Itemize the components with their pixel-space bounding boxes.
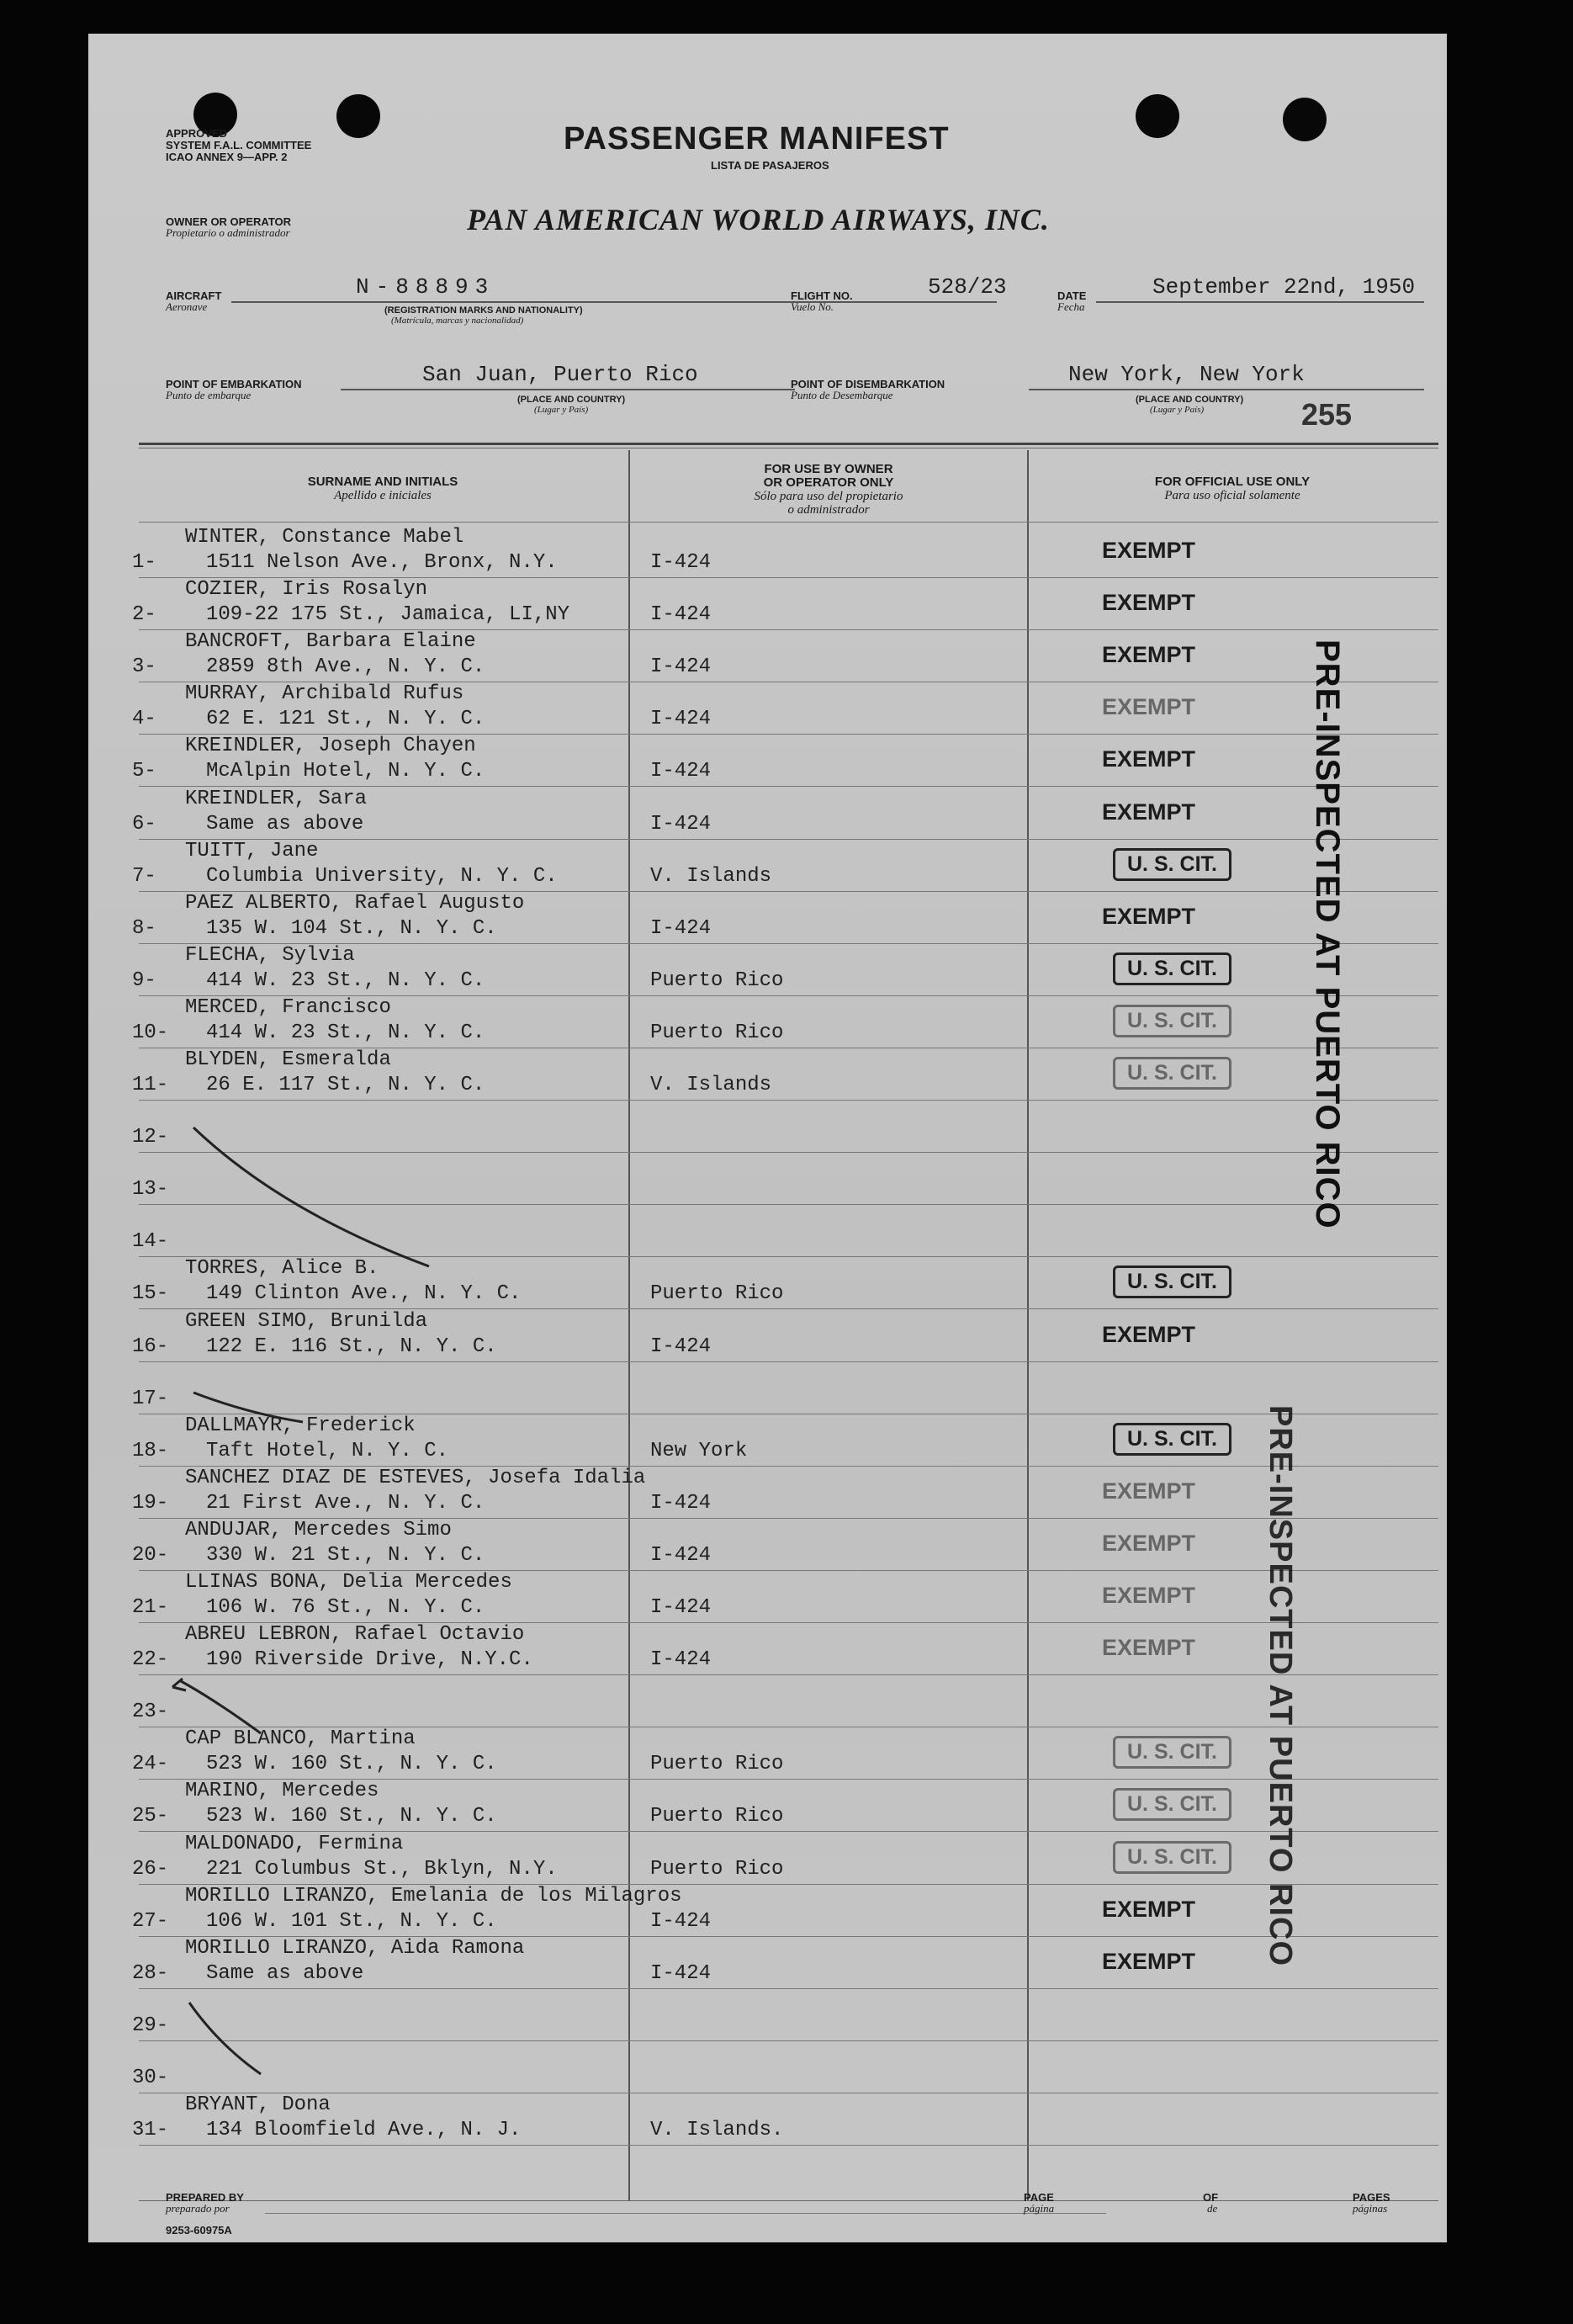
passenger-name: COZIER, Iris Rosalyn [185, 578, 428, 601]
exempt-stamp: EXEMPT [1102, 590, 1196, 615]
us-citizen-stamp: U. S. CIT. [1113, 848, 1231, 881]
passenger-name: KREINDLER, Joseph Chayen [185, 735, 476, 757]
row-number: 27- [132, 1910, 169, 1933]
passenger-name: ANDUJAR, Mercedes Simo [185, 1519, 452, 1541]
col-surname-label-es: Apellido e iniciales [334, 489, 432, 502]
approval-line: APPROVED [166, 127, 227, 140]
pre-inspected-stamp: PRE-INSPECTED AT PUERTO RICO [1263, 1405, 1298, 1967]
us-citizen-stamp: U. S. CIT. [1113, 1265, 1231, 1298]
row-number: 26- [132, 1858, 169, 1881]
us-citizen-stamp: U. S. CIT. [1113, 952, 1231, 985]
passenger-address: Same as above [206, 1962, 364, 1985]
aircraft-label-es: Aeronave [166, 300, 208, 313]
approval-line: ICAO ANNEX 9—APP. 2 [166, 151, 288, 163]
row-number: 17- [132, 1388, 169, 1410]
passenger-address: 62 E. 121 St., N. Y. C. [206, 708, 485, 730]
operator-note: V. Islands. [650, 2119, 784, 2141]
operator-note: I-424 [650, 551, 712, 574]
operator-note: I-424 [650, 1596, 712, 1619]
passenger-name: KREINDLER, Sara [185, 788, 368, 810]
passenger-address: 221 Columbus St., Bklyn, N.Y. [206, 1858, 558, 1881]
col-official-label: FOR OFFICIAL USE ONLY [1154, 475, 1311, 489]
operator-note: Puerto Rico [650, 969, 784, 992]
passenger-name: MORILLO LIRANZO, Aida Ramona [185, 1937, 525, 1960]
passenger-name: BANCROFT, Barbara Elaine [185, 630, 476, 653]
row-number: 3- [132, 655, 156, 678]
exempt-stamp: EXEMPT [1102, 642, 1196, 667]
place-note: (PLACE AND COUNTRY) [517, 395, 626, 405]
place-note-es: (Lugar y País) [534, 405, 589, 415]
row-number: 29- [132, 2014, 169, 2037]
passenger-name: MERCED, Francisco [185, 996, 391, 1019]
passenger-name: LLINAS BONA, Delia Mercedes [185, 1571, 512, 1594]
page-title-es: LISTA DE PASAJEROS [711, 159, 829, 172]
passenger-name: TORRES, Alice B. [185, 1257, 379, 1280]
operator-note: V. Islands [650, 865, 772, 888]
col-operator-label: FOR USE BY OWNER [764, 462, 893, 476]
date-label: DATE [1057, 289, 1087, 302]
row-number: 1- [132, 551, 156, 574]
passenger-name: BRYANT, Dona [185, 2093, 331, 2116]
operator-note: Puerto Rico [650, 1753, 784, 1775]
exempt-stamp: EXEMPT [1102, 1897, 1196, 1922]
exempt-stamp: EXEMPT [1102, 1635, 1196, 1660]
row-number: 10- [132, 1021, 169, 1044]
row-number: 5- [132, 760, 156, 783]
disembarkation-point: New York, New York [1068, 362, 1305, 387]
operator-note: I-424 [650, 1335, 712, 1358]
owner-label-es: Propietario o administrador [166, 226, 290, 239]
aircraft-note: (REGISTRATION MARKS AND NATIONALITY) [384, 305, 583, 316]
prepared-by-label: PREPARED BY [166, 2191, 244, 2204]
flight-label: FLIGHT NO. [791, 289, 853, 302]
passenger-address: 135 W. 104 St., N. Y. C. [206, 917, 497, 940]
us-citizen-stamp: U. S. CIT. [1113, 1788, 1231, 1821]
passenger-name: MARINO, Mercedes [185, 1780, 379, 1802]
embarkation-point: San Juan, Puerto Rico [422, 362, 698, 387]
page-label: PAGE [1024, 2191, 1054, 2204]
col-operator-label-es: o administrador [787, 503, 870, 517]
passenger-name: ABREU LEBRON, Rafael Octavio [185, 1623, 525, 1646]
operator-note: I-424 [650, 708, 712, 730]
operator-note: I-424 [650, 1910, 712, 1933]
pages-label-es: páginas [1353, 2202, 1388, 2215]
passenger-name: GREEN SIMO, Brunilda [185, 1310, 428, 1333]
col-operator-label: OR OPERATOR ONLY [763, 475, 894, 490]
row-number: 24- [132, 1753, 169, 1775]
row-number: 22- [132, 1648, 169, 1671]
passenger-name: MORILLO LIRANZO, Emelania de los Milagros [185, 1885, 682, 1907]
operator-note: I-424 [650, 1544, 712, 1567]
operator-note: Puerto Rico [650, 1858, 784, 1881]
row-number: 8- [132, 917, 156, 940]
operator-note: New York [650, 1440, 748, 1462]
passenger-address: 122 E. 116 St., N. Y. C. [206, 1335, 497, 1358]
passenger-address: 2859 8th Ave., N. Y. C. [206, 655, 485, 678]
exempt-stamp: EXEMPT [1102, 1531, 1196, 1556]
flight-label-es: Vuelo No. [791, 300, 834, 313]
exempt-stamp: EXEMPT [1102, 904, 1196, 929]
operator-note: I-424 [650, 1962, 712, 1985]
passenger-name: MALDONADO, Fermina [185, 1833, 404, 1855]
embark-label: POINT OF EMBARKATION [166, 378, 302, 390]
passenger-address: 414 W. 23 St., N. Y. C. [206, 1021, 485, 1044]
passenger-name: PAEZ ALBERTO, Rafael Augusto [185, 892, 525, 915]
row-number: 30- [132, 2067, 169, 2089]
passenger-address: 330 W. 21 St., N. Y. C. [206, 1544, 485, 1567]
exempt-stamp: EXEMPT [1102, 1322, 1196, 1347]
passenger-address: 109-22 175 St., Jamaica, LI,NY [206, 603, 570, 626]
of-label-es: de [1207, 2202, 1218, 2215]
date-label-es: Fecha [1057, 300, 1085, 313]
passenger-name: DALLMAYR, Frederick [185, 1414, 416, 1437]
passenger-address: 134 Bloomfield Ave., N. J. [206, 2119, 522, 2141]
owner-label: OWNER OR OPERATOR [166, 215, 292, 228]
pages-label: PAGES [1353, 2191, 1390, 2204]
row-number: 25- [132, 1805, 169, 1828]
operator-note: Puerto Rico [650, 1282, 784, 1305]
place-note-es: (Lugar y País) [1150, 405, 1205, 415]
operator-note: I-424 [650, 760, 712, 783]
us-citizen-stamp: U. S. CIT. [1113, 1005, 1231, 1037]
passenger-name: MURRAY, Archibald Rufus [185, 682, 464, 705]
passenger-address: 106 W. 76 St., N. Y. C. [206, 1596, 485, 1619]
embark-label-es: Punto de embarque [166, 389, 252, 401]
approval-line: SYSTEM F.A.L. COMMITTEE [166, 139, 312, 151]
manifest-sheet [88, 34, 1447, 2242]
passenger-address: 190 Riverside Drive, N.Y.C. [206, 1648, 533, 1671]
operator-note: I-424 [650, 1648, 712, 1671]
operator-name: PAN AMERICAN WORLD AIRWAYS, INC. [467, 203, 1050, 236]
operator-note: I-424 [650, 1492, 712, 1515]
sheet-number: 255 [1301, 397, 1353, 432]
aircraft-registration: N-88893 [356, 274, 495, 300]
passenger-address: McAlpin Hotel, N. Y. C. [206, 760, 485, 783]
prepared-by-label-es: preparado por [166, 2202, 230, 2215]
operator-note: I-424 [650, 813, 712, 836]
exempt-stamp: EXEMPT [1102, 1478, 1196, 1504]
aircraft-note-es: (Matrícula, marcas y nacionalidad) [391, 316, 524, 326]
row-number: 2- [132, 603, 156, 626]
operator-note: V. Islands [650, 1074, 772, 1096]
row-number: 6- [132, 813, 156, 836]
of-label: OF [1203, 2191, 1219, 2204]
exempt-stamp: EXEMPT [1102, 799, 1196, 825]
operator-note: I-424 [650, 917, 712, 940]
operator-note: I-424 [650, 603, 712, 626]
exempt-stamp: EXEMPT [1102, 694, 1196, 719]
col-operator-label-es: Sólo para uso del propietario [754, 490, 903, 503]
row-number: 20- [132, 1544, 169, 1567]
flight-date: September 22nd, 1950 [1152, 274, 1416, 300]
us-citizen-stamp: U. S. CIT. [1113, 1057, 1231, 1090]
passenger-address: 414 W. 23 St., N. Y. C. [206, 969, 485, 992]
row-number: 31- [132, 2119, 169, 2141]
passenger-address: Same as above [206, 813, 364, 836]
row-number: 23- [132, 1701, 169, 1723]
passenger-address: 26 E. 117 St., N. Y. C. [206, 1074, 485, 1096]
aircraft-label: AIRCRAFT [166, 289, 222, 302]
place-note: (PLACE AND COUNTRY) [1136, 395, 1244, 405]
operator-note: Puerto Rico [650, 1805, 784, 1828]
passenger-address: 523 W. 160 St., N. Y. C. [206, 1753, 497, 1775]
row-number: 11- [132, 1074, 169, 1096]
passenger-name: TUITT, Jane [185, 840, 319, 862]
passenger-name: FLECHA, Sylvia [185, 944, 355, 967]
row-number: 13- [132, 1178, 169, 1201]
col-surname-label: SURNAME AND INITIALS [307, 475, 458, 489]
exempt-stamp: EXEMPT [1102, 1949, 1196, 1974]
passenger-address: Columbia University, N. Y. C. [206, 865, 558, 888]
passenger-name: WINTER, Constance Mabel [185, 526, 464, 549]
operator-note: Puerto Rico [650, 1021, 784, 1044]
passenger-address: Taft Hotel, N. Y. C. [206, 1440, 449, 1462]
row-number: 9- [132, 969, 156, 992]
passenger-address: 149 Clinton Ave., N. Y. C. [206, 1282, 522, 1305]
row-number: 21- [132, 1596, 169, 1619]
passenger-address: 523 W. 160 St., N. Y. C. [206, 1805, 497, 1828]
row-number: 18- [132, 1440, 169, 1462]
row-number: 16- [132, 1335, 169, 1358]
row-number: 19- [132, 1492, 169, 1515]
passenger-address: 1511 Nelson Ave., Bronx, N.Y. [206, 551, 558, 574]
us-citizen-stamp: U. S. CIT. [1113, 1423, 1231, 1456]
disembark-label: POINT OF DISEMBARKATION [791, 378, 945, 390]
operator-note: I-424 [650, 655, 712, 678]
passenger-address: 106 W. 101 St., N. Y. C. [206, 1910, 497, 1933]
row-number: 14- [132, 1230, 169, 1253]
form-number: 9253-60975A [166, 2224, 232, 2236]
page-label-es: página [1024, 2202, 1055, 2215]
row-number: 4- [132, 708, 156, 730]
row-number: 12- [132, 1126, 169, 1149]
us-citizen-stamp: U. S. CIT. [1113, 1841, 1231, 1874]
col-official-label-es: Para uso oficial solamente [1164, 489, 1300, 502]
exempt-stamp: EXEMPT [1102, 746, 1196, 772]
row-number: 28- [132, 1962, 169, 1985]
row-number: 15- [132, 1282, 169, 1305]
us-citizen-stamp: U. S. CIT. [1113, 1736, 1231, 1769]
flight-number: 528/23 [928, 274, 1007, 300]
pen-strokes [88, 34, 1447, 2242]
page-title: PASSENGER MANIFEST [564, 121, 950, 157]
row-number: 7- [132, 865, 156, 888]
passenger-name: SANCHEZ DIAZ DE ESTEVES, Josefa Idalia [185, 1467, 646, 1489]
exempt-stamp: EXEMPT [1102, 1583, 1196, 1608]
exempt-stamp: EXEMPT [1102, 538, 1196, 563]
pre-inspected-stamp: PRE-INSPECTED AT PUERTO RICO [1309, 639, 1346, 1229]
passenger-name: CAP BLANCO, Martina [185, 1727, 416, 1750]
disembark-label-es: Punto de Desembarque [791, 389, 893, 401]
passenger-name: BLYDEN, Esmeralda [185, 1048, 391, 1071]
passenger-address: 21 First Ave., N. Y. C. [206, 1492, 485, 1515]
